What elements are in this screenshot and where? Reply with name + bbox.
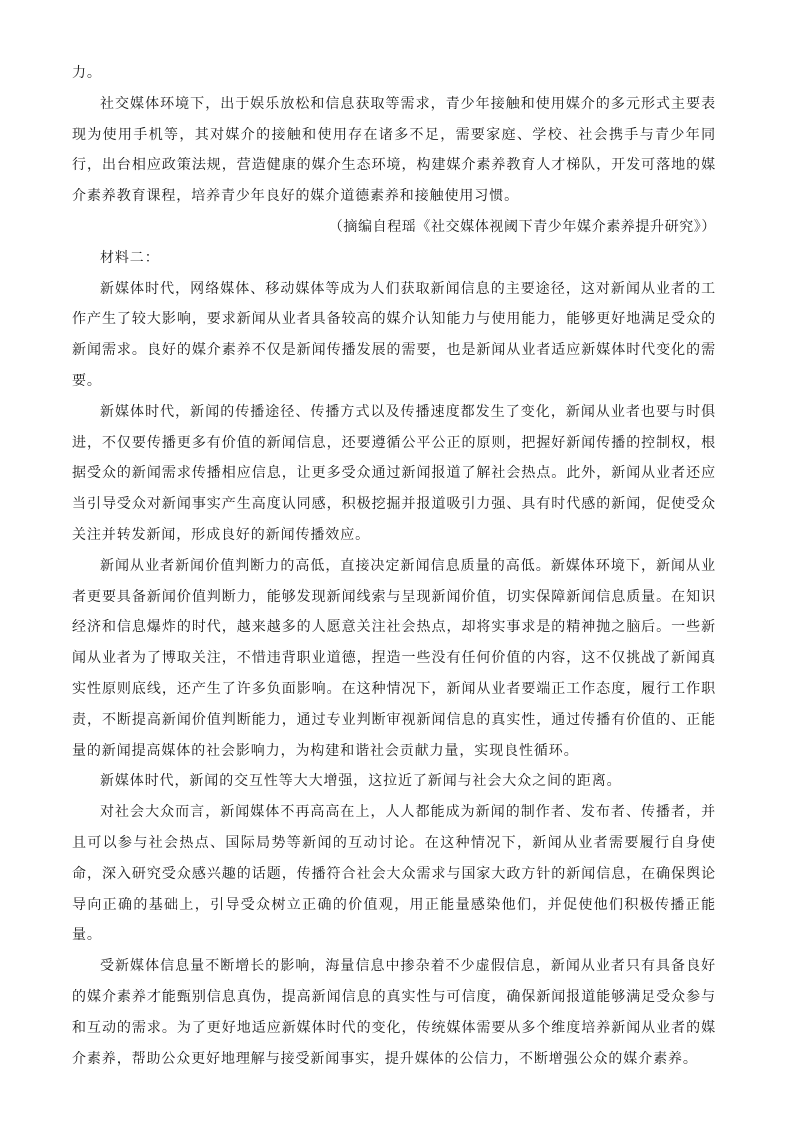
paragraph-continuation: 力。: [72, 65, 102, 81]
source-citation: （摘编自程瑶《社交媒体视阈下青少年媒介素养提升研究》）: [328, 218, 716, 235]
document-page: [72, 58, 716, 1074]
paragraph-new-media-era: 新媒体时代，网络媒体、移动媒体等成为人们获取新闻信息的主要途径，这对新闻从业者的工作产生了较大影响，要求新闻从业者具备较高的媒介认知能力与使用能力，能够更好地满足受众的新闻需求。良好的媒介素养不仅是新闻传播发展的需要，也是新闻从业者适应新媒体时代变化的需要。: [72, 280, 716, 389]
paragraph-public: 对社会大众而言，新闻媒体不再高高在上，人人都能成为新闻的制作者、发布者、传播者，并且可以参与社会热点、国际局势等新闻的互动讨论。在这种情况下，新闻从业者需要履行自身使命，深入研究受众感兴趣的话题，传播符合社会大众需求与国家大政方针的新闻信息，在确保舆论导向正确的基础上，引导受众树立正确的价值观，用正能量感染他们，并促使他们积极传播正能量。: [72, 804, 716, 944]
paragraph-interactivity: 新媒体时代，新闻的交互性等大大增强，这拉近了新闻与社会大众之间的距离。: [100, 773, 622, 790]
paragraph-information-volume: 受新媒体信息量不断增长的影响，海量信息中掺杂着不少虚假信息，新闻从业者只有具备良好的媒介素养才能甄别信息真伪，提高新闻信息的真实性与可信度，确保新闻报道能够满足受众参与和互动的需求。为了更好地适应新媒体时代的变化，传统媒体需要从多个维度培养新闻从业者的媒介素养，帮助公众更好地理解与接受新闻事实，提升媒体的公信力，不断增强公众的媒介素养。: [72, 958, 716, 1067]
paragraph-transmission: 新媒体时代，新闻的传播途径、传播方式以及传播速度都发生了变化，新闻从业者也要与时俱进，不仅要传播更多有价值的新闻信息，还要遵循公平公正的原则，把握好新闻传播的控制权，根据受众的新闻需求传播相应信息，让更多受众通过新闻报道了解社会热点。此外，新闻从业者还应当引导受众对新闻事实产生高度认同感，积极挖掘并报道吸引力强、具有时代感的新闻，促使受众关注并转发新闻，形成良好的新闻传播效应。: [72, 403, 716, 543]
paragraph-news-value: 新闻从业者新闻价值判断力的高低，直接决定新闻信息质量的高低。新媒体环境下，新闻从业者更要具备新闻价值判断力，能够发现新闻线索与呈现新闻价值，切实保障新闻信息质量。在知识经济和信息爆炸的时代，越来越多的人愿意关注社会热点，却将实事求是的精神抛之脑后。一些新闻从业者为了博取关注，不惜违背职业道德，捏造一些没有任何价值的内容，这不仅挑战了新闻真实性原则底线，还产生了许多负面影响。在这种情况下，新闻从业者要端正工作态度，履行工作职责，不断提高新闻价值判断能力，通过专业判断审视新闻信息的真实性，通过传播有价值的、正能量的新闻提高媒体的社会影响力，为构建和谐社会贡献力量，实现良性循环。: [72, 557, 716, 759]
material-heading: 材料二：: [100, 249, 160, 266]
paragraph-social-media: 社交媒体环境下，出于娱乐放松和信息获取等需求，青少年接触和使用媒介的多元形式主要表现为使用手机等，其对媒介的接触和使用存在诸多不足，需要家庭、学校、社会携手与青少年同行，出台相应政策法规，营造健康的媒介生态环境，构建媒介素养教育人才梯队，开发可落地的媒介素养教育课程，培养青少年良好的媒介道德素养和接触使用习惯。: [72, 95, 716, 205]
